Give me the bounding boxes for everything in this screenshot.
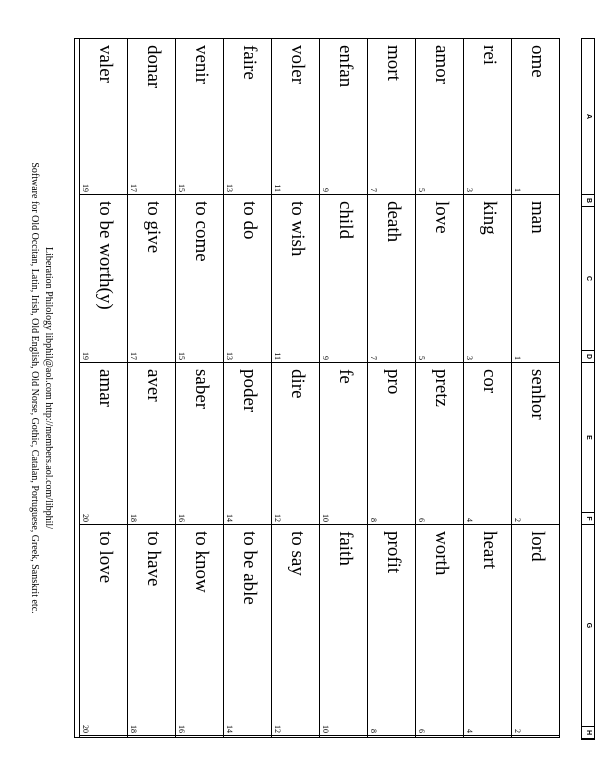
source-word-cell	[319, 39, 367, 195]
card-number: 3	[465, 356, 474, 360]
translation-cell	[127, 195, 175, 363]
source-word-2: saber	[191, 369, 212, 410]
translation-2: to have	[143, 531, 164, 587]
source-word: donar	[143, 45, 164, 89]
card-number: 17	[129, 352, 138, 360]
table-row	[463, 39, 511, 737]
translation-2-cell	[367, 525, 415, 736]
card-number: 5	[417, 188, 426, 192]
source-word-2-cell	[127, 363, 175, 525]
source-word-cell	[463, 39, 511, 195]
source-word-2-cell	[415, 363, 463, 525]
source-word-2-cell	[271, 363, 319, 525]
source-word-2: fe	[335, 369, 356, 384]
card-number: 19	[81, 184, 90, 192]
source-word-2-cell	[79, 363, 127, 525]
translation-2-cell	[175, 525, 223, 736]
table-row	[79, 39, 127, 737]
card-number: 16	[177, 725, 186, 733]
source-word: amor	[431, 45, 452, 85]
footer-contact: Liberation Philology libphil@aol.com http://members.aol.com/libphil/	[43, 247, 54, 529]
translation-2-cell	[271, 525, 319, 736]
card-number: 2	[513, 518, 522, 522]
card-number: 18	[129, 725, 138, 733]
translation-2: heart	[479, 531, 500, 569]
card-number: 3	[465, 188, 474, 192]
source-word: faire	[239, 45, 260, 80]
card-number: 6	[417, 729, 426, 733]
source-word: voler	[287, 45, 308, 85]
table-row	[127, 39, 175, 737]
card-number: 20	[81, 514, 90, 522]
source-word: valer	[95, 45, 116, 83]
card-number: 2	[513, 729, 522, 733]
card-number: 11	[273, 352, 282, 360]
source-word-2: amar	[95, 369, 116, 407]
translation-2: worth	[431, 531, 452, 576]
source-word-cell	[223, 39, 271, 195]
translation-2: profit	[383, 531, 404, 574]
card-number: 18	[129, 514, 138, 522]
translation-2-cell	[511, 525, 559, 736]
translation: death	[383, 201, 404, 243]
translation-2-cell	[463, 525, 511, 736]
column-header-c: C	[582, 207, 594, 351]
card-number: 15	[177, 352, 186, 360]
translation-cell	[511, 195, 559, 363]
source-word-2: pro	[383, 369, 404, 395]
column-header-e: E	[582, 363, 594, 513]
source-word-2-cell	[367, 363, 415, 525]
card-number: 9	[321, 356, 330, 360]
column-header-h: H	[582, 727, 594, 739]
source-word-2: dire	[287, 369, 308, 399]
card-number: 16	[177, 514, 186, 522]
translation: to wish	[287, 201, 308, 257]
source-word-2: cor	[479, 369, 500, 394]
card-number: 4	[465, 729, 474, 733]
source-word-2-cell	[175, 363, 223, 525]
translation: man	[527, 201, 548, 234]
translation-cell	[415, 195, 463, 363]
source-word-2-cell	[511, 363, 559, 525]
translation: to come	[191, 201, 212, 262]
translation-2: to love	[95, 531, 116, 584]
translation: to be worth(y)	[95, 201, 116, 310]
table-row	[367, 39, 415, 737]
card-number: 10	[321, 725, 330, 733]
translation: child	[335, 201, 356, 239]
column-header-d: D	[582, 351, 594, 363]
column-header-strip	[581, 38, 595, 740]
card-number: 11	[273, 184, 282, 192]
source-word: venir	[191, 45, 212, 85]
card-number: 8	[369, 518, 378, 522]
source-word-2: senhor	[527, 369, 548, 420]
card-number: 9	[321, 188, 330, 192]
source-word-2-cell	[319, 363, 367, 525]
translation: king	[479, 201, 500, 235]
card-number: 12	[273, 725, 282, 733]
column-header-a: A	[582, 39, 594, 195]
card-number: 1	[513, 356, 522, 360]
source-word-2-cell	[463, 363, 511, 525]
card-number: 7	[369, 356, 378, 360]
card-number: 6	[417, 518, 426, 522]
source-word-cell	[415, 39, 463, 195]
source-word: enfan	[335, 45, 356, 88]
source-word-2: pretz	[431, 369, 452, 407]
card-number: 15	[177, 184, 186, 192]
source-word-2: poder	[239, 369, 260, 413]
source-word-2: aver	[143, 369, 164, 402]
translation-2: lord	[527, 531, 548, 562]
source-word-cell	[127, 39, 175, 195]
translation-2: to be able	[239, 531, 260, 605]
translation: to do	[239, 201, 260, 240]
column-header-g: G	[582, 525, 594, 727]
source-word-cell	[511, 39, 559, 195]
card-number: 8	[369, 729, 378, 733]
translation-2-cell	[79, 525, 127, 736]
column-header-b: B	[582, 195, 594, 207]
table-row	[415, 39, 463, 737]
translation: love	[431, 201, 452, 234]
translation-cell	[367, 195, 415, 363]
source-word-2-cell	[223, 363, 271, 525]
footer-software: Software for Old Occitan, Latin, Irish, Old English, Old Norse, Gothic, Catalan, Portuguese, Greek, Sanskrit etc.	[29, 162, 40, 614]
column-header-f: F	[582, 513, 594, 525]
card-number: 20	[81, 725, 90, 733]
card-number: 19	[81, 352, 90, 360]
card-number: 12	[273, 514, 282, 522]
card-number: 5	[417, 356, 426, 360]
translation-cell	[463, 195, 511, 363]
translation-2-cell	[319, 525, 367, 736]
translation-cell	[223, 195, 271, 363]
card-number: 13	[225, 184, 234, 192]
source-word-cell	[175, 39, 223, 195]
vocabulary-grid	[74, 38, 560, 738]
source-word-cell	[271, 39, 319, 195]
table-row	[319, 39, 367, 737]
card-number: 7	[369, 188, 378, 192]
source-word-cell	[367, 39, 415, 195]
translation-2: faith	[335, 531, 356, 566]
card-number: 4	[465, 518, 474, 522]
card-number: 13	[225, 352, 234, 360]
table-row	[511, 39, 559, 737]
translation-cell	[175, 195, 223, 363]
translation-2: to say	[287, 531, 308, 576]
table-row	[271, 39, 319, 737]
source-word: rei	[479, 45, 500, 66]
translation-cell	[319, 195, 367, 363]
table-row	[223, 39, 271, 737]
translation-2: to know	[191, 531, 212, 593]
source-word-cell	[79, 39, 127, 195]
translation: to give	[143, 201, 164, 254]
card-number: 1	[513, 188, 522, 192]
translation-2-cell	[415, 525, 463, 736]
card-number: 17	[129, 184, 138, 192]
translation-cell	[271, 195, 319, 363]
table-row	[175, 39, 223, 737]
card-number: 14	[225, 725, 234, 733]
source-word: ome	[527, 45, 548, 78]
card-number: 10	[321, 514, 330, 522]
card-number: 14	[225, 514, 234, 522]
source-word: mort	[383, 45, 404, 81]
translation-cell	[79, 195, 127, 363]
translation-2-cell	[223, 525, 271, 736]
translation-2-cell	[127, 525, 175, 736]
